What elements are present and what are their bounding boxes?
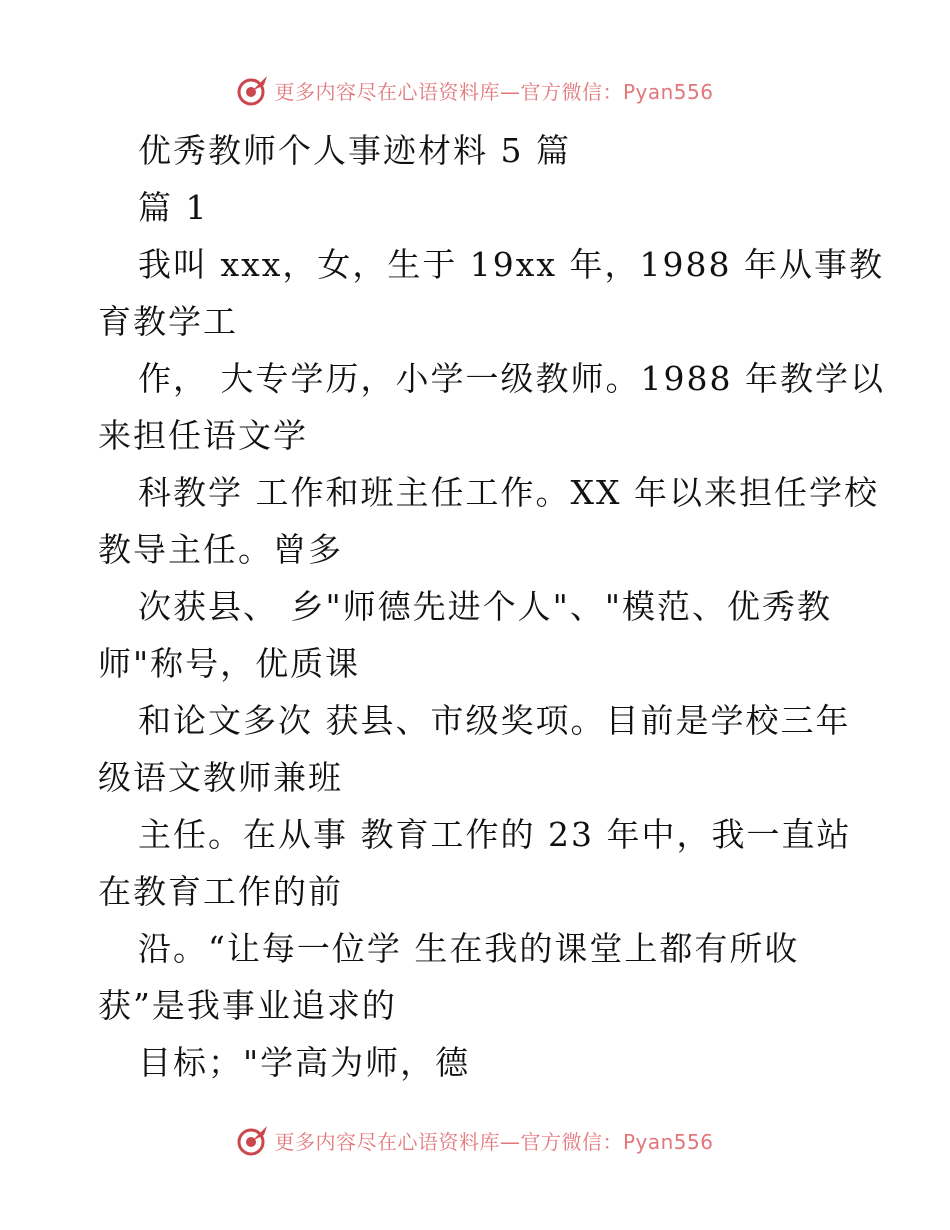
text-line: 沿。“让每一位学 生在我的课堂上都有所收 bbox=[138, 929, 800, 968]
header-banner bbox=[0, 70, 950, 110]
text-line: 级语文教师兼班 bbox=[98, 758, 343, 797]
text-line: 作， 大专学历，小学一级教师。1988 年教学以 bbox=[138, 359, 885, 398]
text-line: 主任。在从事 教育工作的 23 年中，我一直站 bbox=[138, 815, 852, 854]
text-line: 篇 1 bbox=[138, 188, 209, 227]
document-body bbox=[98, 122, 885, 1091]
text-line: 目标；"学高为师，德 bbox=[138, 1043, 471, 1082]
text-line: 育教学工 bbox=[98, 302, 238, 341]
text-line: 科教学 工作和班主任工作。XX 年以来担任学校 bbox=[138, 473, 879, 512]
header-banner-text: 更多内容尽在心语资料库—官方微信：Pyan556 bbox=[274, 79, 714, 104]
text-line: 和论文多次 获县、市级奖项。目前是学校三年 bbox=[138, 701, 851, 740]
text-line: 获”是我事业追求的 bbox=[98, 986, 397, 1025]
text-line: 次获县、 乡"师德先进个人"、"模范、优秀教 bbox=[138, 587, 833, 626]
quill-logo-icon bbox=[236, 73, 270, 107]
footer-banner bbox=[0, 1120, 950, 1160]
text-line: 在教育工作的前 bbox=[98, 872, 343, 911]
text-line: 我叫 xxx，女，生于 19xx 年，1988 年从事教 bbox=[138, 245, 884, 284]
text-line: 优秀教师个人事迹材料 5 篇 bbox=[138, 131, 571, 170]
text-line: 来担任语文学 bbox=[98, 416, 308, 455]
text-line: 师"称号，优质课 bbox=[98, 644, 361, 683]
footer-banner-text: 更多内容尽在心语资料库—官方微信：Pyan556 bbox=[274, 1129, 714, 1154]
text-line: 教导主任。曾多 bbox=[98, 530, 343, 569]
quill-logo-icon bbox=[236, 1123, 270, 1157]
